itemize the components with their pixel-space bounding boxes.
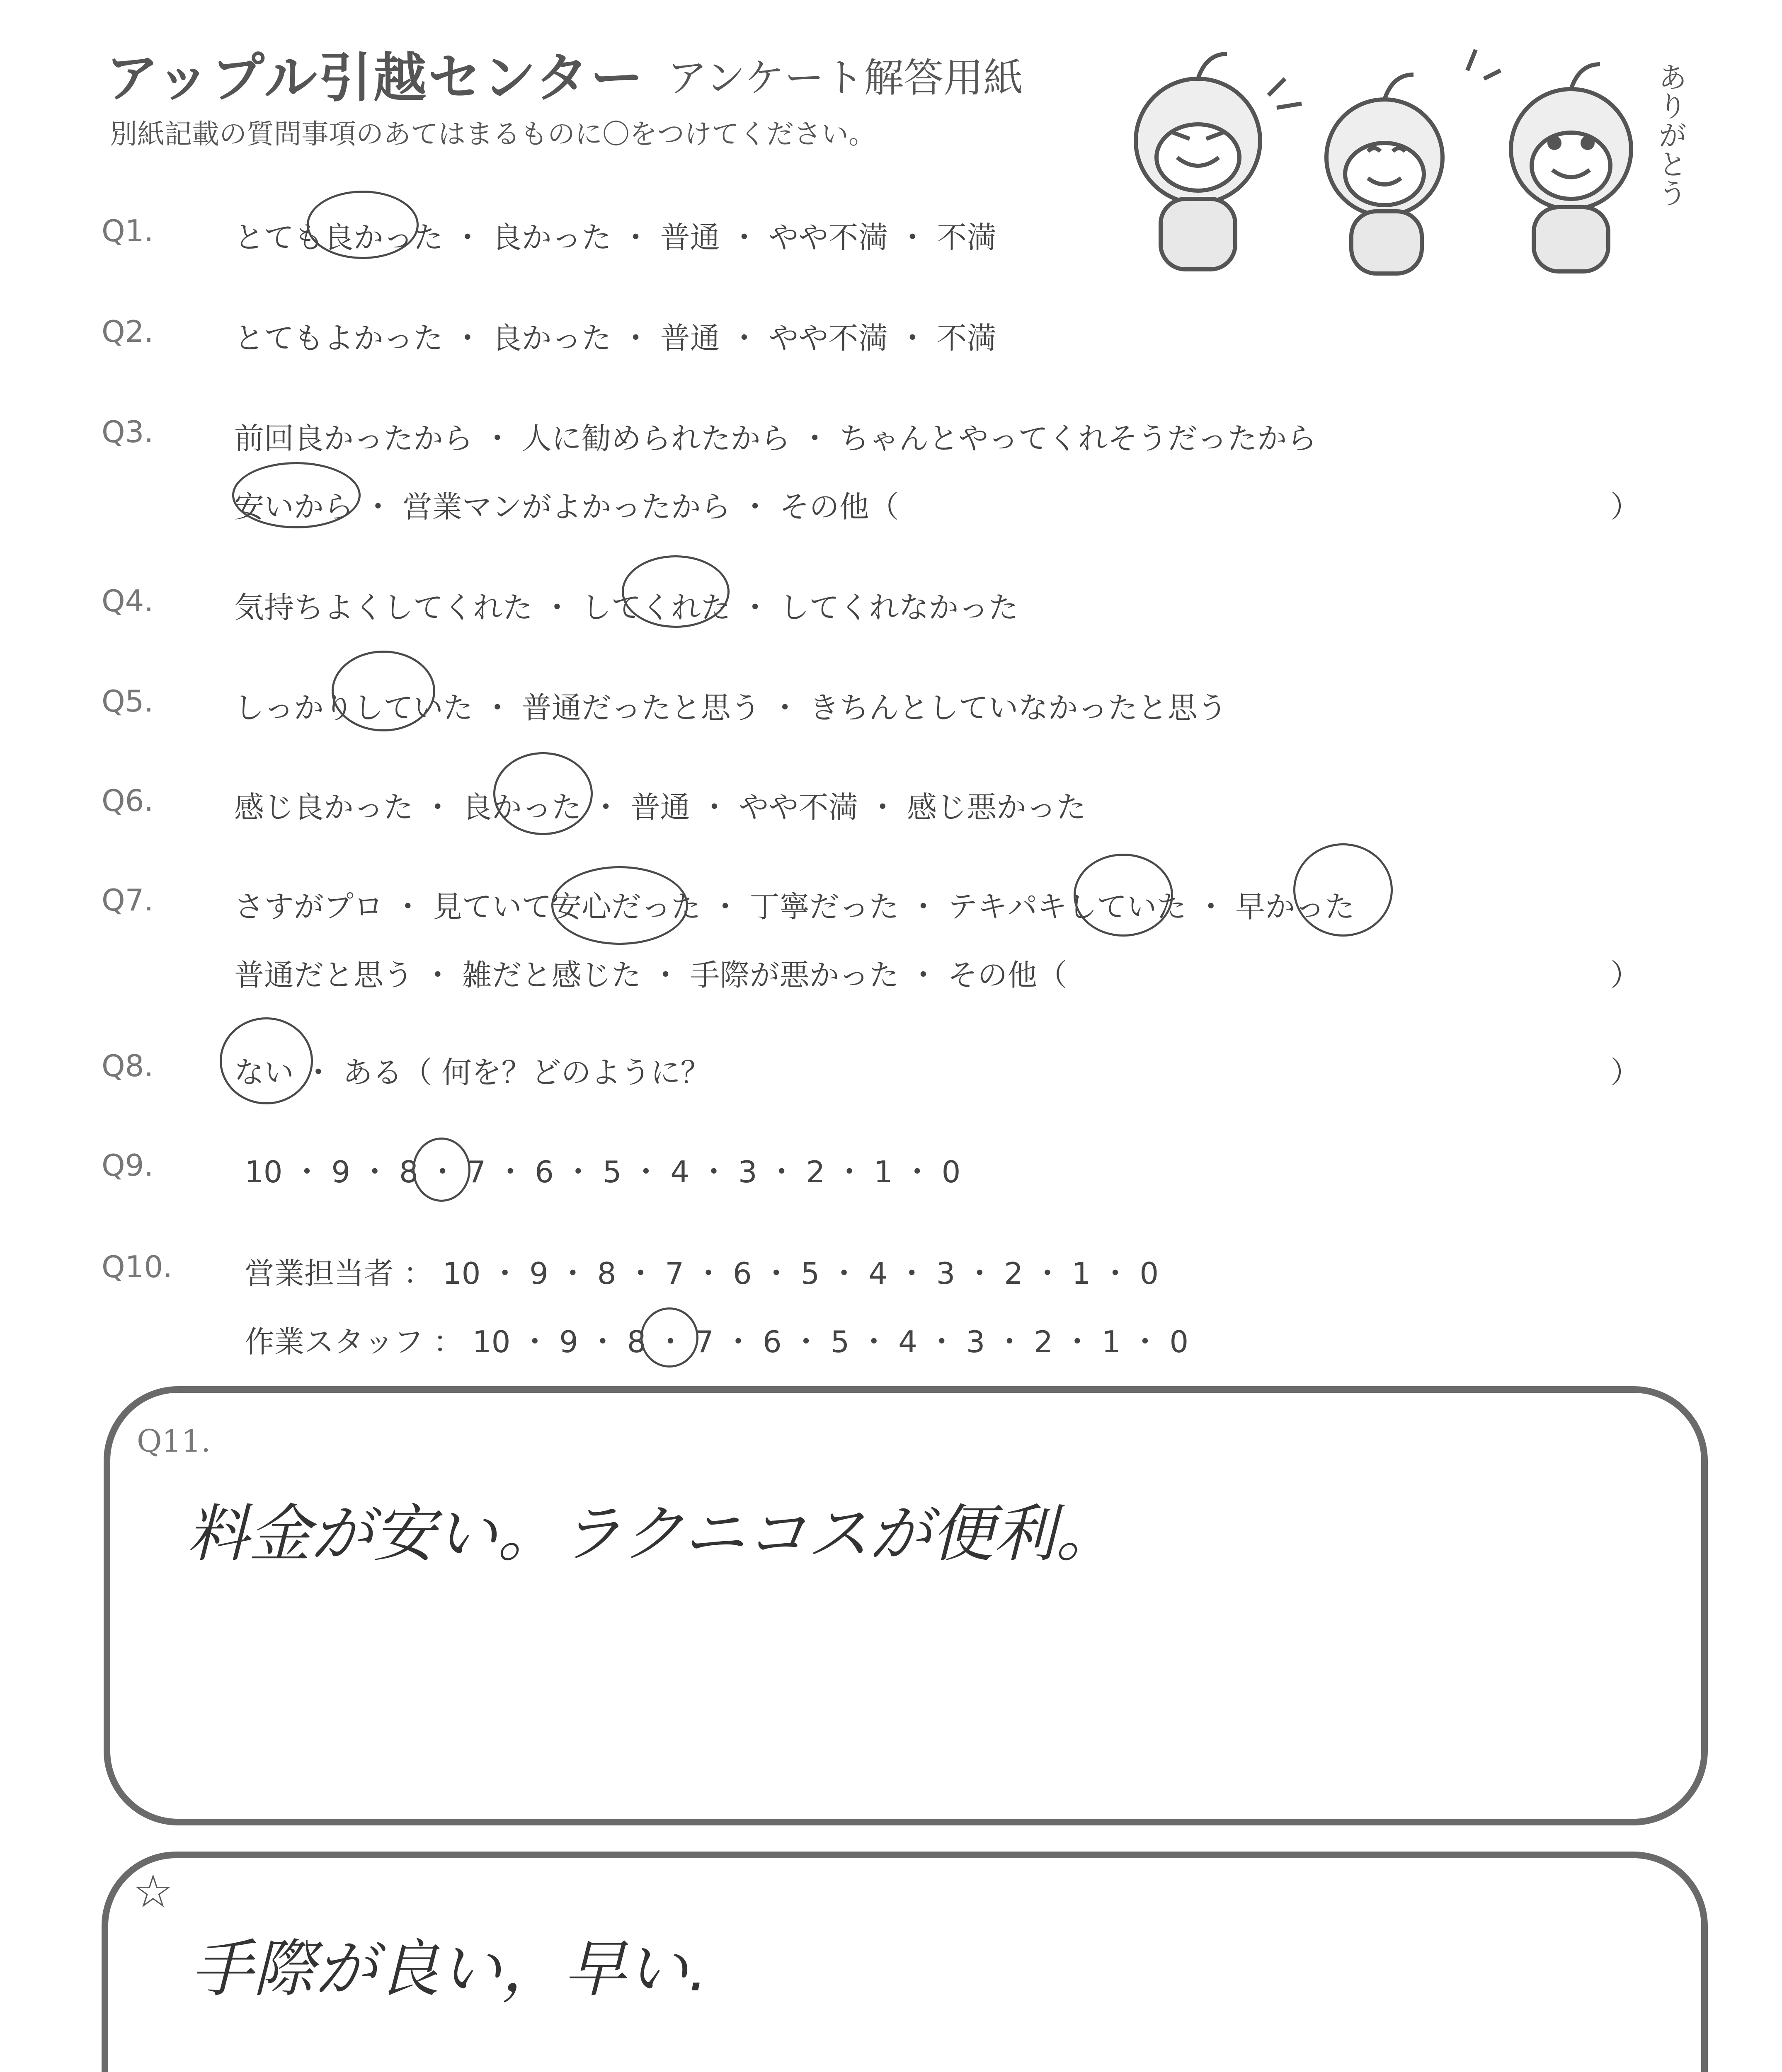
q7-label: Q7. — [102, 883, 154, 917]
answer-circle-q7-anshin — [551, 866, 688, 945]
answer-circle-q3 — [232, 462, 361, 528]
q10-label: Q10. — [102, 1249, 173, 1284]
answer-circle-q7-tekipaki — [1074, 854, 1173, 937]
q2-label: Q2. — [102, 314, 154, 349]
q7-close-paren: ） — [1610, 958, 1641, 992]
q3-options-line2[interactable]: 安いから ・ 営業マンがよかったから ・ その他（ — [234, 489, 899, 524]
answer-circle-q4 — [622, 555, 730, 628]
q3-label: Q3. — [102, 414, 154, 449]
q7-options-line2[interactable]: 普通だと思う ・ 雑だと感じた ・ 手際が悪かった ・ その他（ — [234, 958, 1067, 992]
q2-options[interactable]: とてもよかった ・ 良かった ・ 普通 ・ やや不満 ・ 不満 — [234, 321, 997, 356]
star-icon: ☆ — [133, 1865, 174, 1918]
q10-sales-scale[interactable]: 営業担当者 ： 10 ・ 9 ・ 8 ・ 7 ・ 6 ・ 5 ・ 4 ・ 3 ・ 2 ・ 1 ・ 0 — [245, 1256, 1159, 1291]
answer-circle-q5 — [332, 651, 435, 731]
mascot-thanks-text: ありがとう — [1654, 62, 1687, 207]
q3-close-paren: ） — [1610, 489, 1641, 524]
q6-options[interactable]: 感じ良かった ・ 良かった ・ 普通 ・ やや不満 ・ 感じ悪かった — [234, 790, 1086, 825]
q5-options[interactable]: しっかりしていた ・ 普通だったと思う ・ きちんとしていなかったと思う — [234, 690, 1227, 725]
q7-options-line1[interactable]: さすがプロ ・ 見ていて安心だった ・ 丁寧だった ・ テキパキしていた ・ 早かった — [234, 889, 1355, 924]
q8-options[interactable]: ない ・ ある（ 何を？どのように？ — [234, 1055, 710, 1090]
q6-label: Q6. — [102, 783, 154, 818]
answer-circle-q8 — [220, 1017, 313, 1104]
q4-label: Q4. — [102, 583, 154, 618]
q9-label: Q9. — [102, 1148, 154, 1183]
company-title: アップル引越センター — [106, 47, 645, 109]
q8-close-paren: ） — [1610, 1055, 1641, 1090]
form-subtitle: アンケート解答用紙 — [667, 55, 1023, 101]
q1-label: Q1. — [102, 213, 154, 248]
star-handwritten-answer: 手際が良い，早い. — [191, 1933, 708, 2005]
q11-answer-box[interactable] — [104, 1386, 1708, 1825]
q3-options-line1[interactable]: 前回良かったから ・ 人に勧められたから ・ ちゃんとやってくれそうだったから — [234, 421, 1317, 456]
answer-circle-q1 — [307, 191, 419, 259]
answer-circle-q10-staff — [640, 1307, 698, 1368]
q5-label: Q5. — [102, 684, 154, 719]
q9-scale[interactable]: 10 ・ 9 ・ 8 ・ 7 ・ 6 ・ 5 ・ 4 ・ 3 ・ 2 ・ 1 ・ 0 — [245, 1155, 961, 1189]
answer-circle-q9 — [412, 1138, 470, 1202]
answer-circle-q6 — [493, 752, 593, 835]
q11-handwritten-answer: 料金が安い。ラクニコスが便利。 — [187, 1498, 1118, 1570]
monkey-mascots-illustration — [1119, 46, 1670, 278]
q4-options[interactable]: 気持ちよくしてくれた ・ してくれた ・ してくれなかった — [234, 590, 1018, 625]
q10-staff-scale[interactable]: 作業スタッフ ： 10 ・ 9 ・ 8 ・ 7 ・ 6 ・ 5 ・ 4 ・ 3 ・ 2 ・ 1 ・ 0 — [245, 1324, 1189, 1359]
answer-circle-q7-hayakatta — [1293, 843, 1393, 937]
instructions: 別紙記載の質問事項のあてはまるものに〇をつけてください。 — [110, 118, 876, 150]
q1-options[interactable]: とても良かった ・ 良かった ・ 普通 ・ やや不満 ・ 不満 — [234, 220, 997, 255]
q11-label: Q11. — [137, 1423, 211, 1459]
q8-label: Q8. — [102, 1048, 154, 1083]
